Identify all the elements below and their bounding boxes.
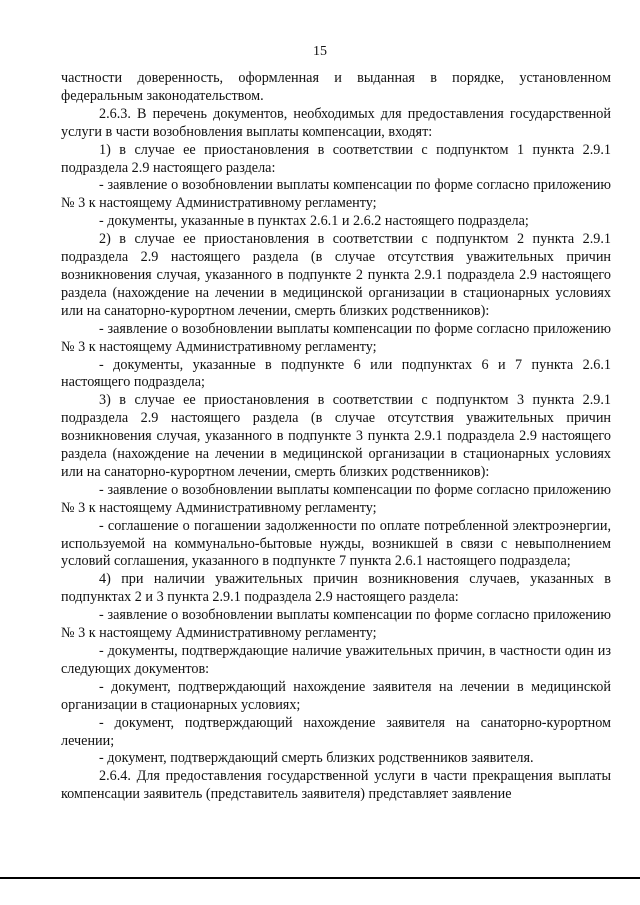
paragraph: - документ, подтверждающий нахождение заявителя на санаторно-курортном лечении; bbox=[61, 714, 611, 749]
paragraph: - заявление о возобновлении выплаты компенсации по форме согласно приложению № 3 к настоящему Административному регламенту; bbox=[61, 320, 611, 355]
paragraph: 3) в случае ее приостановления в соответствии с подпунктом 3 пункта 2.9.1 подраздела 2.9 настоящего раздела (в случае отсутствия уважительных причин возникновения случая, указанного в подпункте 3 пункта 2.9.1 подраздела 2.9 настоящего раздела (нахождение на лечении в медицинской организации в стационарных условиях или на санаторно-курортном лечении, смерть близких родственников): bbox=[61, 392, 611, 480]
paragraph: - документы, указанные в пунктах 2.6.1 и 2.6.2 настоящего подраздела; bbox=[99, 213, 529, 230]
paragraph: - документ, подтверждающий смерть близких родственников заявителя. bbox=[99, 750, 534, 767]
paragraph: - заявление о возобновлении выплаты компенсации по форме согласно приложению № 3 к настоящему Административному регламенту; bbox=[61, 481, 611, 516]
page-number: 15 bbox=[313, 44, 327, 59]
document-body bbox=[61, 70, 611, 804]
bottom-rule bbox=[0, 877, 640, 879]
paragraph: 2) в случае ее приостановления в соответствии с подпунктом 2 пункта 2.9.1 подраздела 2.9 настоящего раздела (в случае отсутствия уважительных причин возникновения случая, указанного в подпункте 2 пункта 2.9.1 подраздела 2.9 настоящего раздела (нахождение на лечении в медицинской организации в стационарных условиях или на санаторно-курортном лечении, смерть близких родственников): bbox=[61, 231, 611, 319]
paragraph: - документ, подтверждающий нахождение заявителя на лечении в медицинской организации в стационарных условиях; bbox=[61, 678, 611, 713]
paragraph: - соглашение о погашении задолженности по оплате потребленной электроэнергии, используемой на коммунально-бытовые нужды, возникшей в связи с невыполнением условий соглашения, указанного в подпункте 7 пункта 2.6.1 настоящего подраздела; bbox=[61, 517, 611, 570]
paragraph: 2.6.3. В перечень документов, необходимых для предоставления государственной услуги в части возобновления выплаты компенсации, входят: bbox=[61, 105, 611, 140]
paragraph: - заявление о возобновлении выплаты компенсации по форме согласно приложению № 3 к настоящему Административному регламенту; bbox=[61, 177, 611, 212]
paragraph: 1) в случае ее приостановления в соответствии с подпунктом 1 пункта 2.9.1 подраздела 2.9 настоящего раздела: bbox=[61, 141, 611, 176]
paragraph: - документы, подтверждающие наличие уважительных причин, в частности один из следующих документов: bbox=[61, 643, 611, 677]
paragraph: - заявление о возобновлении выплаты компенсации по форме согласно приложению № 3 к настоящему Административному регламенту; bbox=[61, 607, 611, 642]
paragraph: 2.6.4. Для предоставления государственной услуги в части прекращения выплаты компенсации заявитель (представитель заявителя) представляет заявление bbox=[61, 768, 611, 803]
paragraph: - документы, указанные в подпункте 6 или подпунктах 6 и 7 пункта 2.6.1 настоящего подраздела; bbox=[61, 356, 611, 391]
paragraph: 4) при наличии уважительных причин возникновения случаев, указанных в подпунктах 2 и 3 пункта 2.9.1 подраздела 2.9 настоящего раздела: bbox=[61, 571, 611, 606]
paragraph: частности доверенность, оформленная и выданная в порядке, установленном федеральным законодательством. bbox=[61, 70, 611, 104]
